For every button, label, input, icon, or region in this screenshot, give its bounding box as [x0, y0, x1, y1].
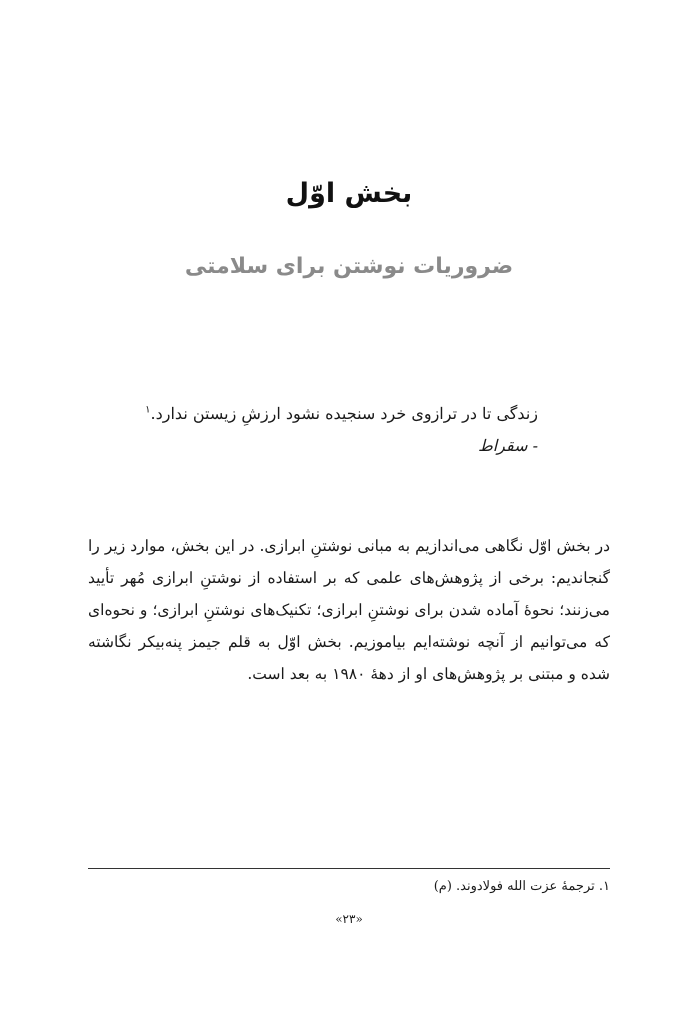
- footnote-divider: [88, 868, 610, 869]
- epigraph-quote-text: زندگی تا در ترازوی خرد سنجیده نشود ارزشِ زیستن ندارد.: [150, 404, 538, 423]
- part-subtitle: ضروریات نوشتن برای سلامتی: [184, 254, 514, 279]
- epigraph-quote: [118, 398, 538, 430]
- epigraph: [118, 398, 538, 462]
- footnote-marker: ۱: [145, 404, 151, 416]
- footnote: ۱. ترجمۀ عزت الله فولادوند. (م): [433, 879, 610, 894]
- page-number: «۲۳»: [335, 912, 363, 926]
- epigraph-author: - سقراط: [477, 436, 538, 455]
- part-title: بخش اوّل: [285, 178, 413, 209]
- intro-paragraph: در بخش اوّل نگاهی می‌اندازیم به مبانی نوشتنِ ابرازی. در این بخش، موارد زیر را گنجاندیم: برخی از پژوهش‌های علمی که بر استفاده از نوشتنِ ابرازی مُهر تأیید می‌زنند؛ نحوهٔ آماده شدن برای نوشتنِ ابرازی؛ تکنیک‌های نوشتنِ ابرازی؛ و نحوه‌ای که می‌توانیم از آنچه نوشته‌ایم بیاموزیم. بخش اوّل به قلم جیمز پنه‌بیکر نگاشته شده و مبتنی بر پژوهش‌های او از دهۀ ۱۹۸۰ به بعد است.: [88, 537, 610, 683]
